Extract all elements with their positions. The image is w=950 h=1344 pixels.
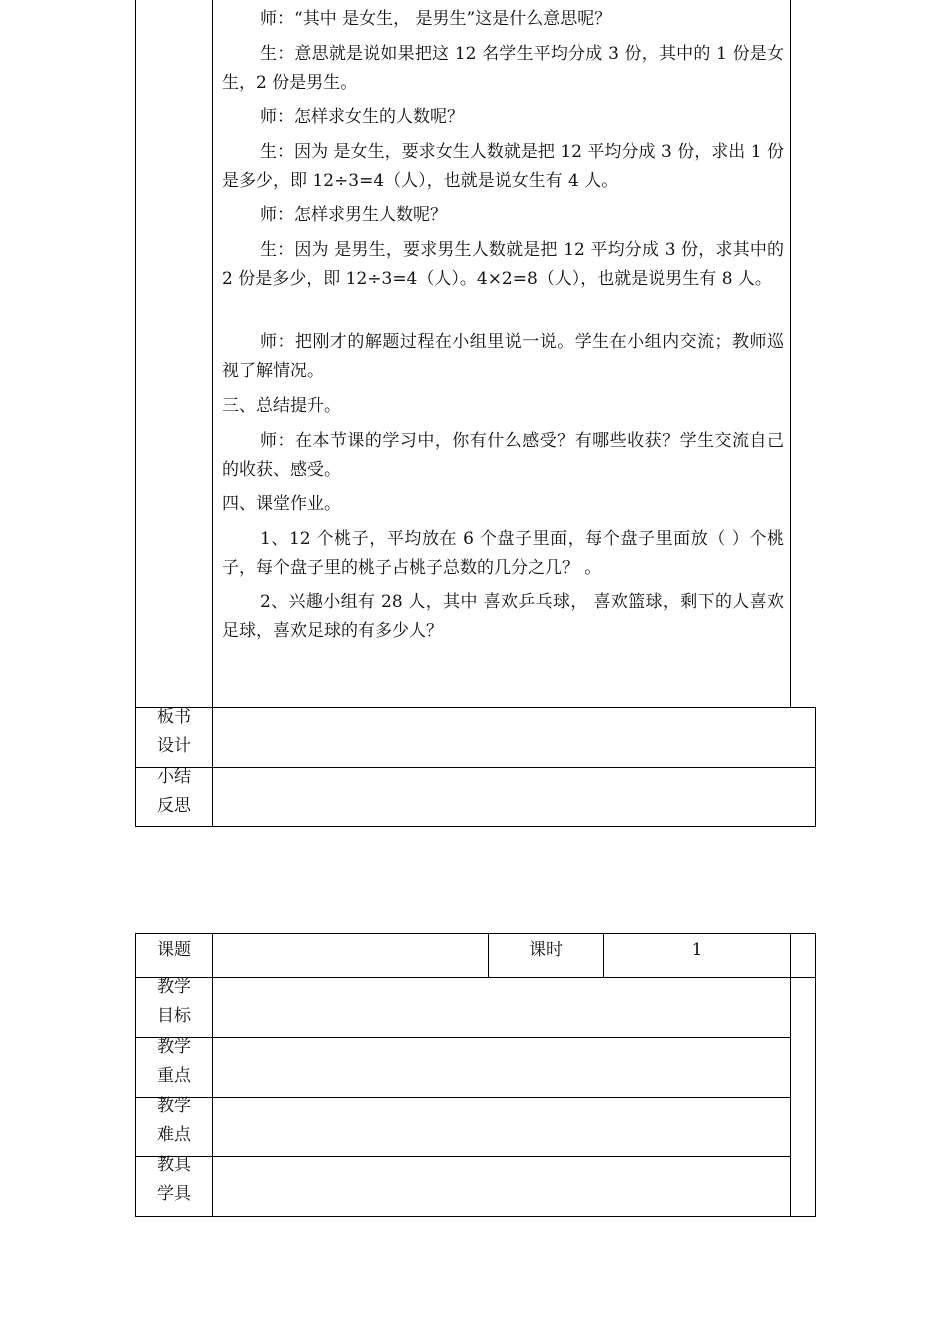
table2-row-divider-3 [135,1097,791,1098]
paragraph: 生：因为 是女生，要求女生人数就是把 12 平均分成 3 份，求出 1 份是多少，即 12÷3=4（人），也就是说女生有 4 人。 [222,142,784,191]
table2-right-border [815,933,816,1217]
period-label: 课时 [529,940,563,960]
summary-label-line1: 小结 [157,767,191,787]
difficulties-label-line1: 教学 [157,1096,191,1116]
paragraph: 生：意思就是说如果把这 12 名学生平均分成 3 份，其中的 1 份是女生，2 份是男生。 [222,44,784,93]
difficulties-label-line2: 难点 [157,1125,191,1145]
paragraph: 师：怎样求女生的人数呢？ [260,107,464,127]
board-design-label-line2: 设计 [157,736,191,756]
period-value: 1 [691,940,703,960]
table2-inner-right-border [790,933,791,1217]
paragraph: 生：因为 是男生，要求男生人数就是把 12 平均分成 3 份，求其中的 2 份是多少，即 12÷3=4（人）。4×2=8（人），也就是说男生有 8 人。 [222,240,784,289]
table1-row-divider-2 [135,767,816,768]
section-heading: 三、总结提升。 [222,396,341,416]
section-heading: 四、课堂作业。 [222,494,341,514]
key-points-label-line1: 教学 [157,1037,191,1057]
table2-bottom-border [135,1216,816,1217]
table1-row-divider-1 [135,707,816,708]
topic-label: 课题 [157,940,191,960]
paragraph: 师：“其中 是女生， 是男生”这是什么意思呢？ [260,9,612,29]
table2-label-divider [212,933,213,1217]
table1-content-right-border [790,0,791,708]
key-points-label-line2: 重点 [157,1066,191,1086]
goals-label-line1: 教学 [157,977,191,997]
exercise-item: 1、12 个桃子，平均放在 6 个盘子里面，每个盘子里面放（ ）个桃子，每个盘子里的桃子占桃子总数的几分之几？ 。 [222,529,784,578]
table1-label-divider [212,0,213,827]
paragraph: 师：把刚才的解题过程在小组里说一说。学生在小组内交流；教师巡视了解情况。 [222,332,784,381]
table2-top-border [135,933,816,934]
goals-label-line2: 目标 [157,1006,191,1026]
table2-row-divider-1 [135,977,816,978]
tools-label-line1: 教具 [157,1155,191,1175]
summary-label-line2: 反思 [157,796,191,816]
paragraph: 师：怎样求男生人数呢？ [260,205,447,225]
exercise-item: 2、兴趣小组有 28 人，其中 喜欢乒乓球， 喜欢篮球，剩下的人喜欢足球，喜欢足球的有多少人？ [222,592,784,641]
board-design-label-line1: 板书 [157,707,191,727]
paragraph: 师：在本节课的学习中，你有什么感受？有哪些收获？学生交流自己的收获、感受。 [222,431,784,480]
table1-bottom-border [135,826,816,827]
tools-label-line2: 学具 [157,1184,191,1204]
table2-row-divider-2 [135,1037,791,1038]
table2-row-divider-4 [135,1156,791,1157]
